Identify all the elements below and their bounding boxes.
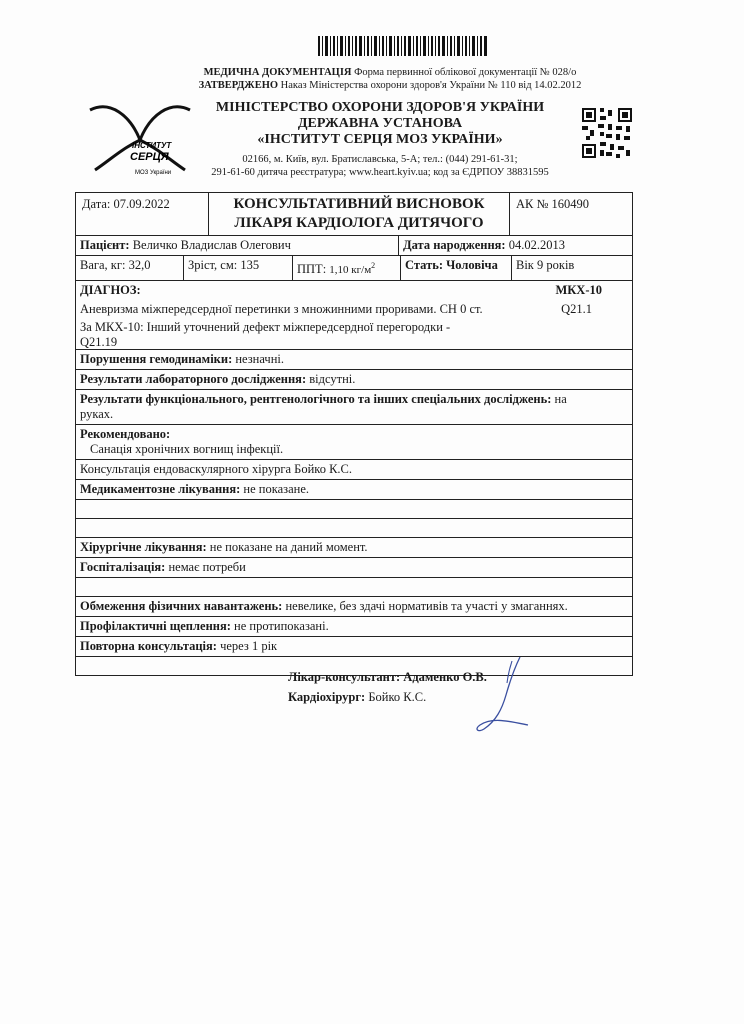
medication-row: Медикаментозне лікування: не показане. [76, 480, 632, 500]
diagnosis-icd-text: За МКХ-10: Інший уточнений дефект міжпередсердної перегородки - [80, 320, 451, 335]
doctor-signature-line: Лікар-консультант: Адаменко О.В. [288, 670, 487, 684]
height-field: Зріст, см: 135 [184, 256, 293, 280]
diagnosis-text: Аневризма міжпередсердної перетинки з множинними проривами. СН 0 ст. [80, 302, 483, 317]
diagnosis-code: Q21.1 [561, 302, 592, 317]
organization-name: МІНІСТЕРСТВО ОХОРОНИ ЗДОРОВ'Я УКРАЇНИ ДЕРЖАВНА УСТАНОВА «ІНСТИТУТ СЕРЦЯ МОЗ УКРАЇНИ» [215, 100, 545, 147]
blank-row [76, 500, 632, 519]
institute-logo [80, 100, 200, 180]
diagnosis-label: ДІАГНОЗ: [80, 283, 141, 298]
form-date: Дата: 07.09.2022 [76, 193, 209, 235]
patient-field: Пацієнт: Величко Владислав Олегович [76, 236, 399, 255]
surgeon-signature-line: Кардіохірург: Бойко К.С. [288, 690, 427, 704]
form-ak-number: АК № 160490 [516, 197, 590, 211]
document-form-header: МЕДИЧНА ДОКУМЕНТАЦІЯ Форма первинної облікової документації № 028/о ЗАТВЕРДЖЕНО Наказ Міністерства охорони здоров'я України № 110 від 14.02.2012 [198, 67, 582, 91]
vaccination-row: Профілактичні щеплення: не протипоказані. [76, 617, 632, 637]
form-title: КОНСУЛЬТАТИВНИЙ ВИСНОВОК ЛІКАРЯ КАРДІОЛОГА ДИТЯЧОГО [209, 193, 510, 235]
hemodynamics-row: Порушення гемодинаміки: незначні. [76, 350, 632, 370]
consultation-form [75, 192, 633, 676]
hospitalization-row: Госпіталізація: немає потреби [76, 558, 632, 578]
diagnosis-section [76, 281, 632, 350]
recommendations-section [76, 425, 632, 460]
repeat-consultation-row: Повторна консультація: через 1 рік [76, 637, 632, 657]
svg-text:МОЗ України: МОЗ України [135, 170, 172, 176]
icd-label: МКХ-10 [555, 283, 602, 298]
patient-row [76, 236, 632, 256]
recommendation-item: Санація хронічних вогнищ інфекції. [90, 442, 284, 457]
lab-results-row: Результати лабораторного дослідження: відсутні. [76, 370, 632, 390]
bsa-field: ППТ: 1,10 $кг/м^2$ [293, 256, 401, 280]
blank-row [76, 578, 632, 597]
svg-text:СЕРЦЯ: СЕРЦЯ [130, 151, 169, 163]
surgery-row: Хірургічне лікування: не показане на даний момент. [76, 538, 632, 558]
age-field: Вік 9 років [516, 258, 575, 272]
dob-field: Дата народження: 04.02.2013 [403, 238, 565, 252]
metrics-row [76, 256, 632, 281]
handwritten-signature [470, 655, 530, 735]
qr-code [582, 108, 632, 158]
weight-field: Вага, кг: 32,0 [76, 256, 184, 280]
recommendation-item: Консультація ендоваскулярного хірурга Бойко К.С. [76, 460, 632, 480]
physical-limits-row: Обмеження фізичних навантажень: невелике, без здачі нормативів та участі у змаганнях. [76, 597, 632, 617]
barcode [318, 36, 488, 56]
form-title-row [76, 193, 632, 236]
svg-text:ІНСТИТУТ: ІНСТИТУТ [132, 141, 172, 150]
recommendations-label: Рекомендовано: [80, 427, 171, 442]
diagnosis-icd-code: Q21.19 [80, 335, 118, 350]
functional-results-row: Результати функціонального, рентгенологічного та інших спеціальних досліджень: на руках. [76, 390, 632, 425]
sex-field: Стать: Чоловіча [401, 256, 512, 280]
blank-row [76, 519, 632, 538]
organization-address: 02166, м. Київ, вул. Братиславська, 5-А; тел.: (044) 291-61-31; 291-61-60 дитяча реєстратура; www.heart.kyiv.ua; код за ЄДРПОУ 38831595 [211, 154, 549, 178]
